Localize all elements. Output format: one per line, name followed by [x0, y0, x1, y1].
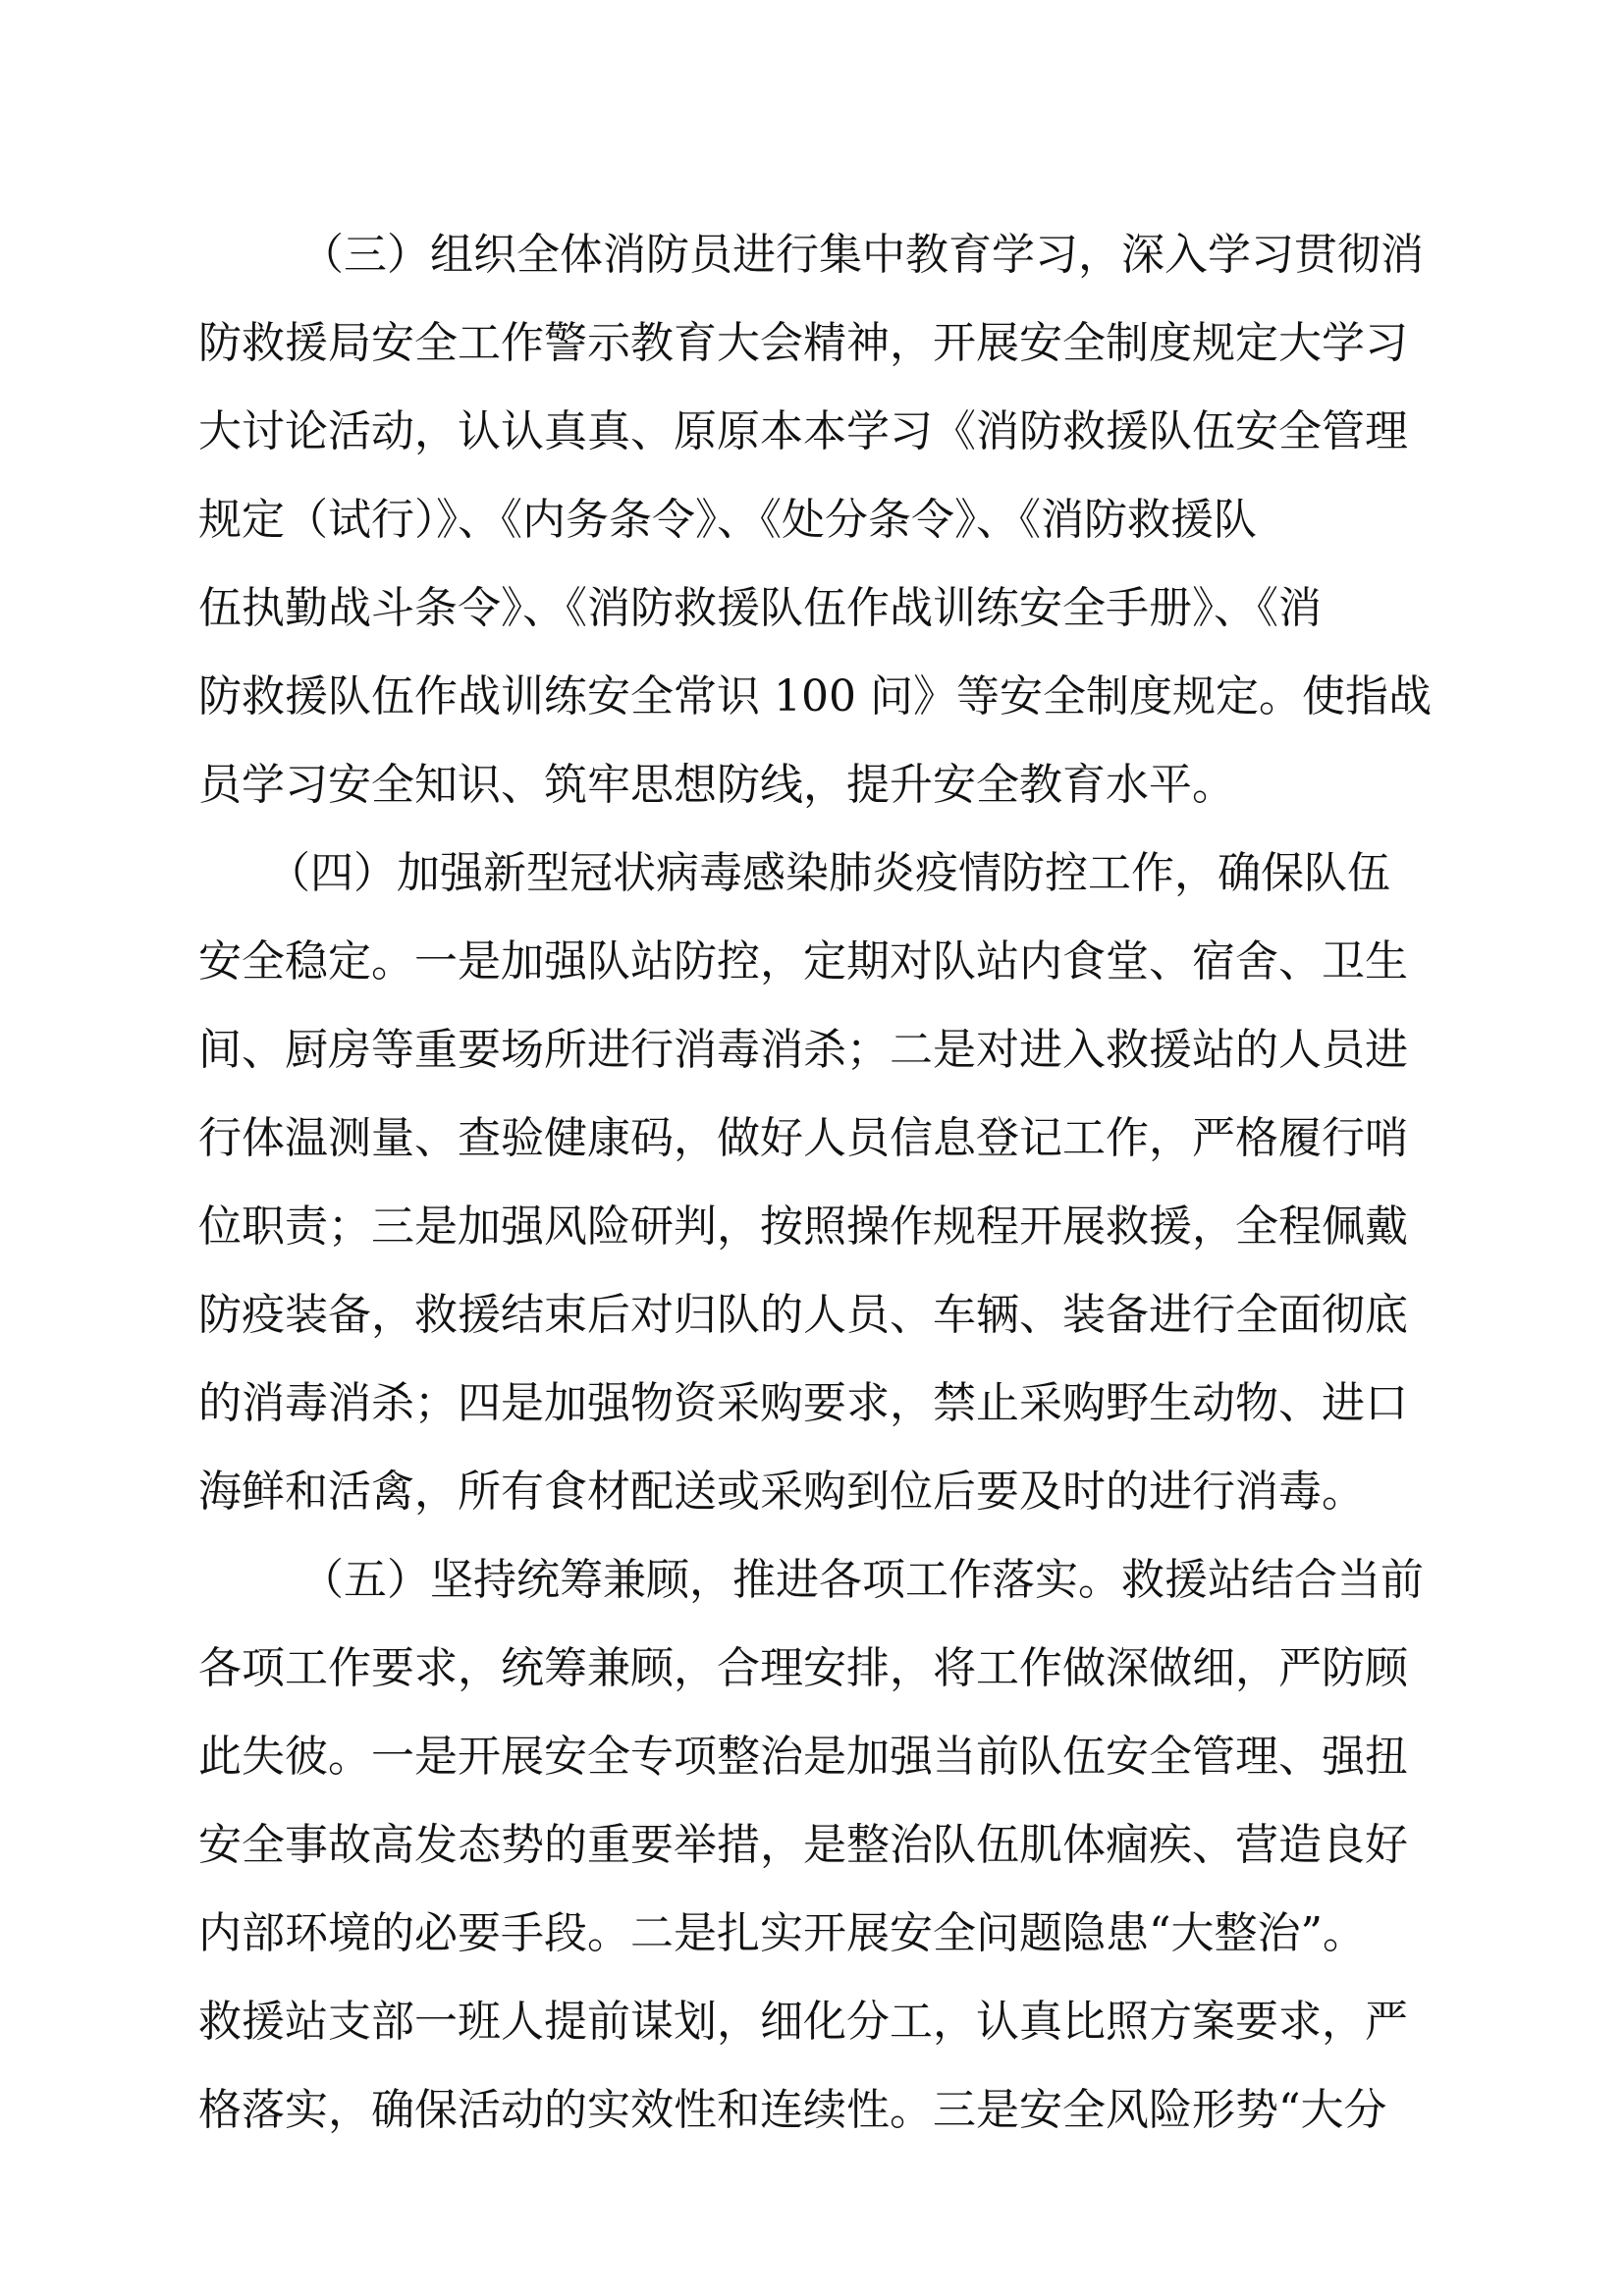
- paragraph-3-line-7: 员学习安全知识、筑牢思想防线，提升安全教育水平。: [198, 760, 1235, 810]
- paragraph-5-line-4: 安全事故高发态势的重要举措，是整治队伍肌体痼疾、营造良好: [198, 1820, 1408, 1870]
- paragraph-5-line-1: （五）坚持统筹兼顾，推进各项工作落实。救援站结合当前: [300, 1555, 1424, 1605]
- paragraph-4-line-6: 防疫装备，救援结束后对归队的人员、车辆、装备进行全面彻底: [198, 1290, 1408, 1340]
- paragraph-3-line-1: （三）组织全体消防员进行集中教育学习，深入学习贯彻消: [300, 230, 1424, 280]
- paragraph-4-line-7: 的消毒消杀；四是加强物资采购要求，禁止采购野生动物、进口: [198, 1378, 1408, 1428]
- paragraph-4-line-4: 行体温测量、查验健康码，做好人员信息登记工作，严格履行哨: [198, 1113, 1408, 1163]
- paragraph-3-line-6: 防救援队伍作战训练安全常识 100 问》等安全制度规定。使指战: [198, 671, 1432, 721]
- paragraph-5-line-7: 格落实，确保活动的实效性和连续性。三是安全风险形势“大分: [198, 2085, 1387, 2135]
- paragraph-3-line-3: 大讨论活动，认认真真、原原本本学习《消防救援队伍安全管理: [198, 406, 1408, 456]
- paragraph-3-line-5: 伍执勤战斗条令》、《消防救援队伍作战训练安全手册》、《消: [198, 583, 1322, 633]
- paragraph-3-line-2: 防救援局安全工作警示教育大会精神，开展安全制度规定大学习: [198, 318, 1408, 368]
- paragraph-4-line-5: 位职责；三是加强风险研判，按照操作规程开展救援，全程佩戴: [198, 1201, 1408, 1252]
- paragraph-5-line-5: 内部环境的必要手段。二是扎实开展安全问题隐患“大整治”。: [198, 1908, 1366, 1958]
- paragraph-4-line-1: （四）加强新型冠状病毒感染肺炎疫情防控工作，确保队伍: [267, 848, 1390, 898]
- paragraph-5-line-2: 各项工作要求，统筹兼顾，合理安排，将工作做深做细，严防顾: [198, 1643, 1408, 1693]
- paragraph-4-line-3: 间、厨房等重要场所进行消毒消杀；二是对进入救援站的人员进: [198, 1025, 1408, 1075]
- paragraph-4-line-2: 安全稳定。一是加强队站防控，定期对队站内食堂、宿舍、卫生: [198, 936, 1408, 987]
- paragraph-5-line-3: 此失彼。一是开展安全专项整治是加强当前队伍安全管理、强扭: [198, 1732, 1408, 1782]
- paragraph-4-line-8: 海鲜和活禽，所有食材配送或采购到位后要及时的进行消毒。: [198, 1467, 1365, 1517]
- paragraph-3-line-4: 规定（试行）》、《内务条令》、《处分条令》、《消防救援队: [198, 495, 1257, 545]
- paragraph-5-line-6: 救援站支部一班人提前谋划，细化分工，认真比照方案要求，严: [198, 1997, 1408, 2047]
